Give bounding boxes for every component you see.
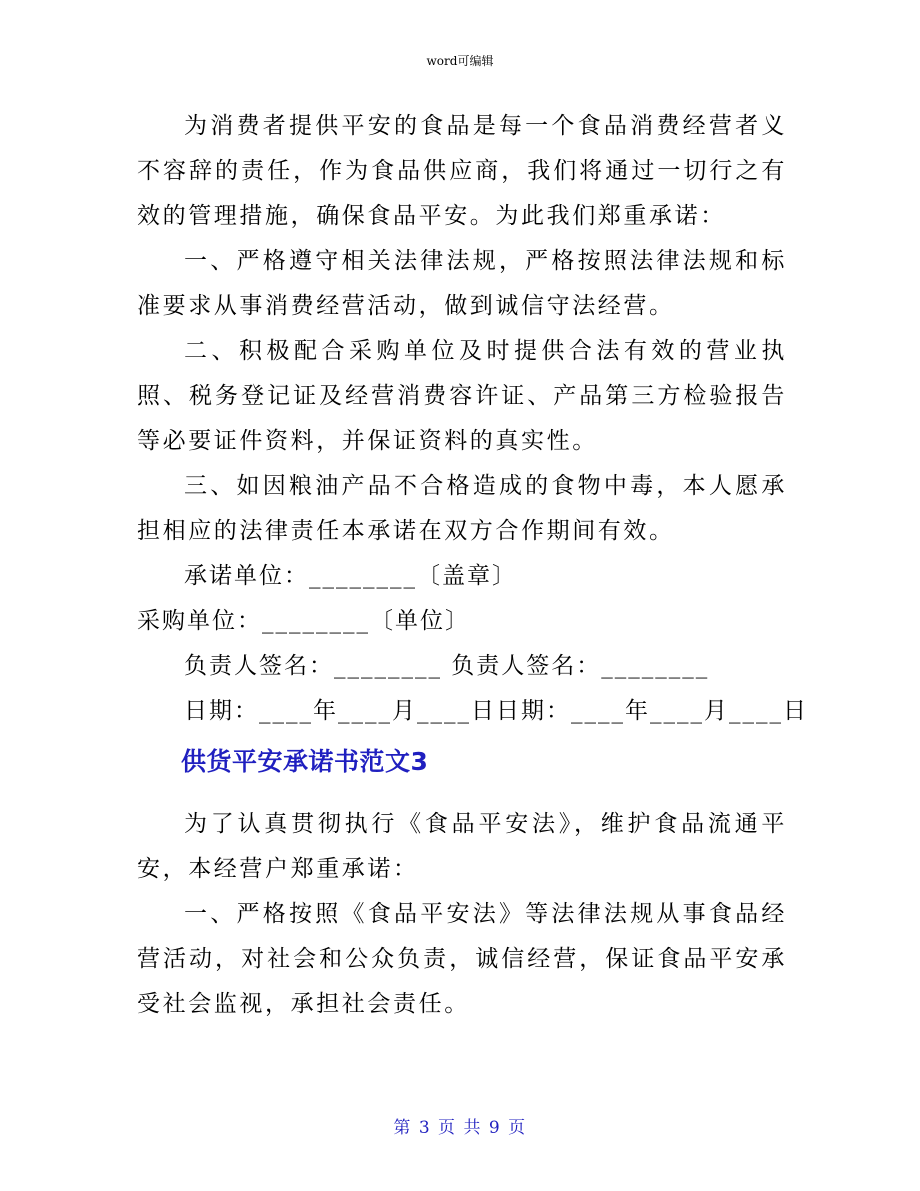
header-label: word可编辑 xyxy=(426,54,494,68)
responsible-signature-line: 负责人签名：________ 负责人签名：________ xyxy=(184,653,710,679)
document-body xyxy=(137,104,808,1027)
commitment-item-2: 二、积极配合采购单位及时提供合法有效的营业执照、税务登记证及经营消费容许证、产品第三方检验报告等必要证件资料，并保证资料的真实性。 xyxy=(137,338,787,454)
commitment-item-3: 三、如因粮油产品不合格造成的食物中毒，本人愿承担相应的法律责任本承诺在双方合作期间有效。 xyxy=(137,473,787,544)
intro-paragraph: 为消费者提供平安的食品是每一个食品消费经营者义不容辞的责任，作为食品供应商，我们将通过一切行之有效的管理措施，确保食品平安。为此我们郑重承诺： xyxy=(137,113,787,229)
page-number: 第 3 页 共 9 页 xyxy=(393,1118,527,1138)
sign-unit-line: 承诺单位：________〔盖章〕 xyxy=(184,563,517,589)
section3-intro-paragraph: 为了认真贯彻执行《食品平安法》，维护食品流通平安，本经营户郑重承诺： xyxy=(137,811,787,882)
section3-item-1: 一、严格按照《食品平安法》等法律法规从事食品经营活动，对社会和公众负责，诚信经营，保证食品平安承受社会监视，承担社会责任。 xyxy=(137,901,787,1017)
purchase-unit-line: 采购单位：________〔单位〕 xyxy=(137,608,470,634)
date-line: 日期：____年____月____日日期：____年____月____日 xyxy=(184,698,808,724)
section-heading: 供货平安承诺书范文3 xyxy=(181,747,429,776)
commitment-item-1: 一、严格遵守相关法律法规，严格按照法律法规和标准要求从事消费经营活动，做到诚信守法经营。 xyxy=(137,248,787,319)
